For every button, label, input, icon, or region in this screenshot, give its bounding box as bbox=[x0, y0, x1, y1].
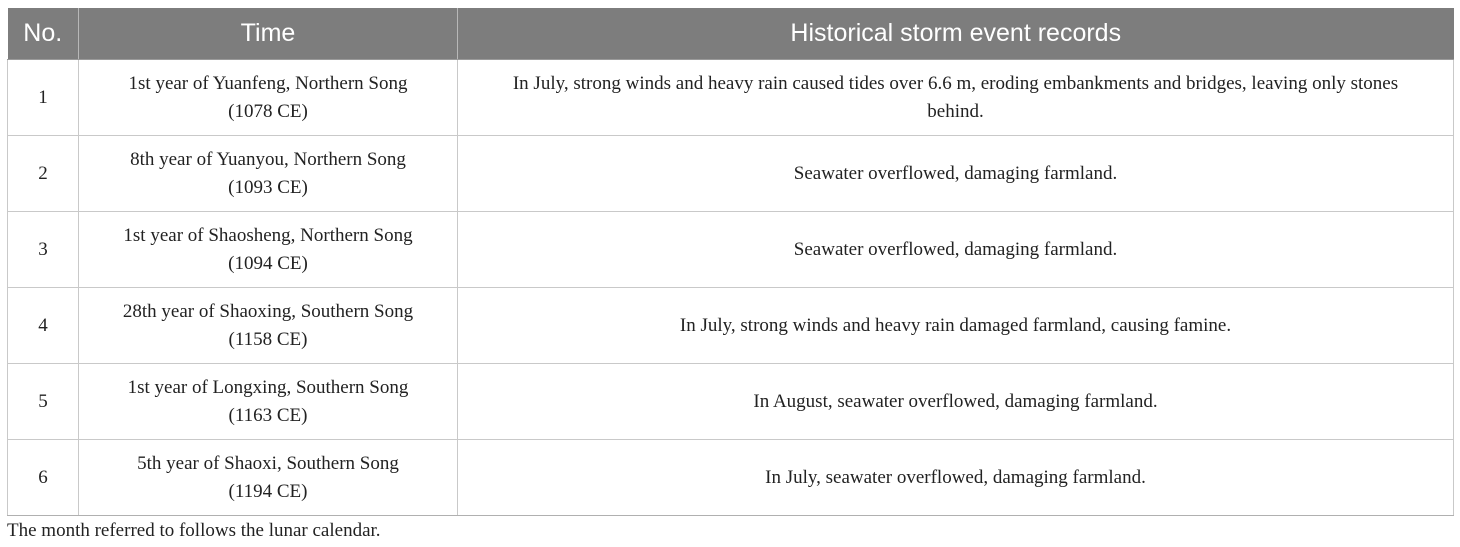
row-record: In August, seawater overflowed, damaging farmland. bbox=[458, 364, 1454, 440]
header-records: Historical storm event records bbox=[458, 8, 1454, 60]
storm-records-table-wrapper bbox=[7, 8, 1453, 516]
table-row bbox=[8, 288, 1454, 364]
time-year: (1158 CE) bbox=[228, 328, 308, 350]
header-time: Time bbox=[79, 8, 458, 60]
row-no: 5 bbox=[8, 364, 79, 440]
time-period: 28th year of Shaoxing, Southern Song bbox=[122, 300, 414, 322]
row-time bbox=[79, 364, 458, 440]
time-year: (1094 CE) bbox=[228, 252, 308, 274]
row-no: 1 bbox=[8, 60, 79, 136]
time-period: 1st year of Shaosheng, Northern Song bbox=[123, 224, 413, 246]
row-no: 4 bbox=[8, 288, 79, 364]
time-year: (1078 CE) bbox=[228, 100, 308, 122]
time-period: 1st year of Yuanfeng, Northern Song bbox=[128, 72, 408, 94]
table-footnote: The month referred to follows the lunar calendar. bbox=[7, 520, 381, 541]
row-record: Seawater overflowed, damaging farmland. bbox=[458, 212, 1454, 288]
row-no: 3 bbox=[8, 212, 79, 288]
table-row bbox=[8, 440, 1454, 516]
row-record: In July, seawater overflowed, damaging farmland. bbox=[458, 440, 1454, 516]
row-time bbox=[79, 212, 458, 288]
time-period: 8th year of Yuanyou, Northern Song bbox=[130, 148, 406, 170]
table-body bbox=[8, 60, 1454, 516]
time-period: 1st year of Longxing, Southern Song bbox=[127, 376, 409, 398]
table-row bbox=[8, 212, 1454, 288]
table-row bbox=[8, 60, 1454, 136]
header-row bbox=[8, 8, 1454, 60]
table-row bbox=[8, 136, 1454, 212]
table-row bbox=[8, 364, 1454, 440]
time-year: (1194 CE) bbox=[228, 480, 308, 502]
time-period: 5th year of Shaoxi, Southern Song bbox=[137, 452, 399, 474]
row-no: 2 bbox=[8, 136, 79, 212]
storm-records-table bbox=[7, 8, 1454, 516]
table-header bbox=[8, 8, 1454, 60]
row-no: 6 bbox=[8, 440, 79, 516]
row-time bbox=[79, 288, 458, 364]
row-time bbox=[79, 136, 458, 212]
row-time bbox=[79, 440, 458, 516]
time-year: (1093 CE) bbox=[228, 176, 308, 198]
row-record: In July, strong winds and heavy rain caused tides over 6.6 m, eroding embankments and bridges, leaving only stones behind. bbox=[458, 60, 1454, 136]
row-record: Seawater overflowed, damaging farmland. bbox=[458, 136, 1454, 212]
header-no: No. bbox=[8, 8, 79, 60]
time-year: (1163 CE) bbox=[228, 404, 308, 426]
row-time bbox=[79, 60, 458, 136]
row-record: In July, strong winds and heavy rain damaged farmland, causing famine. bbox=[458, 288, 1454, 364]
